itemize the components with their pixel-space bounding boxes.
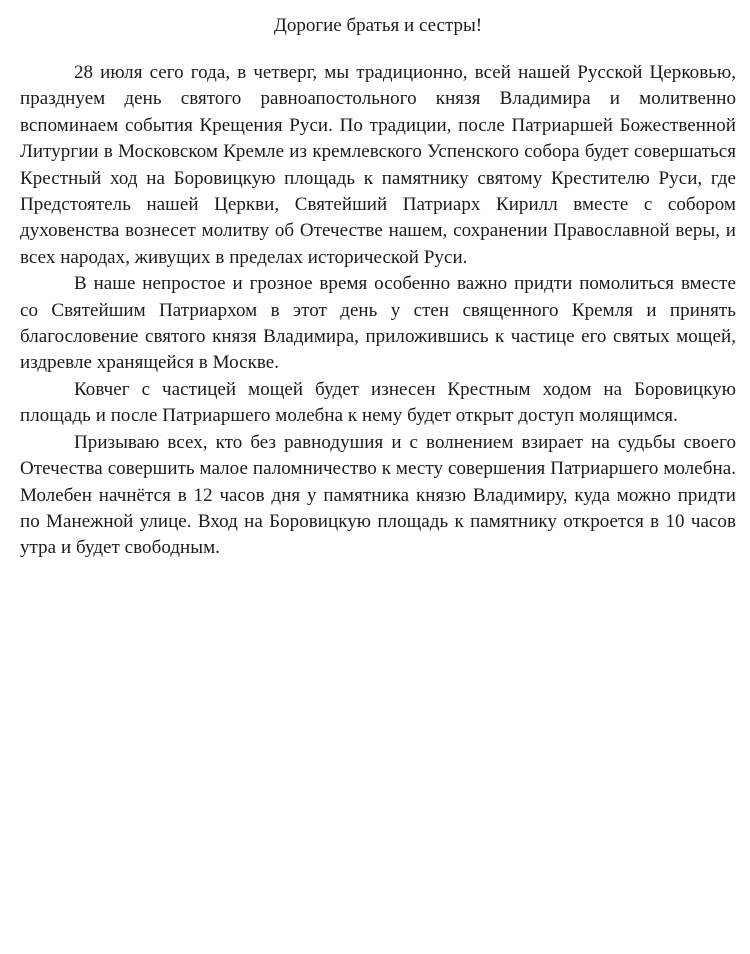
paragraph-1: 28 июля сего года, в четверг, мы традиционно, всей нашей Русской Церковью, празднуем день святого равноапостольного князя Владимира и молитвенно вспоминаем события Крещения Руси. По традиции, после Патриаршей Божественной Литургии в Московском Кремле из кремлевского Успенского собора будет совершаться Крестный ход на Боровицкую площадь к памятнику святому Крестителю Руси, где Предстоятель нашей Церкви, Святейший Патриарх Кирилл вместе с собором духовенства вознесет молитву об Отечестве нашем, сохранении Православной веры, и всех народах, живущих в пределах исторической Руси.	[20, 62, 736, 268]
paragraph-3: Ковчег с частицей мощей будет изнесен Крестным ходом на Боровицкую площадь и после Патриаршего молебна к нему будет открыт доступ молящимся.	[20, 378, 736, 427]
paragraph-4: Призываю всех, кто без равнодушия и с волнением взирает на судьбы своего Отечества совершить малое паломничество к месту совершения Патриаршего молебна. Молебен начнётся в 12 часов дня у памятника князю Владимиру, куда можно придти по Манежной улице. Вход на Боровицкую площадь к памятнику откроется в 10 часов утра и будет свободным.	[20, 431, 736, 559]
paragraph-2: В наше непростое и грозное время особенно важно придти помолиться вместе со Святейшим Патриархом в этот день у стен священного Кремля и принять благословение святого князя Владимира, приложившись к частице его святых мощей, издревле хранящейся в Москве.	[20, 273, 736, 374]
document-page	[20, 0, 736, 562]
document-heading: Дорогие братья и сестры!	[273, 15, 483, 36]
document-body	[20, 60, 736, 562]
